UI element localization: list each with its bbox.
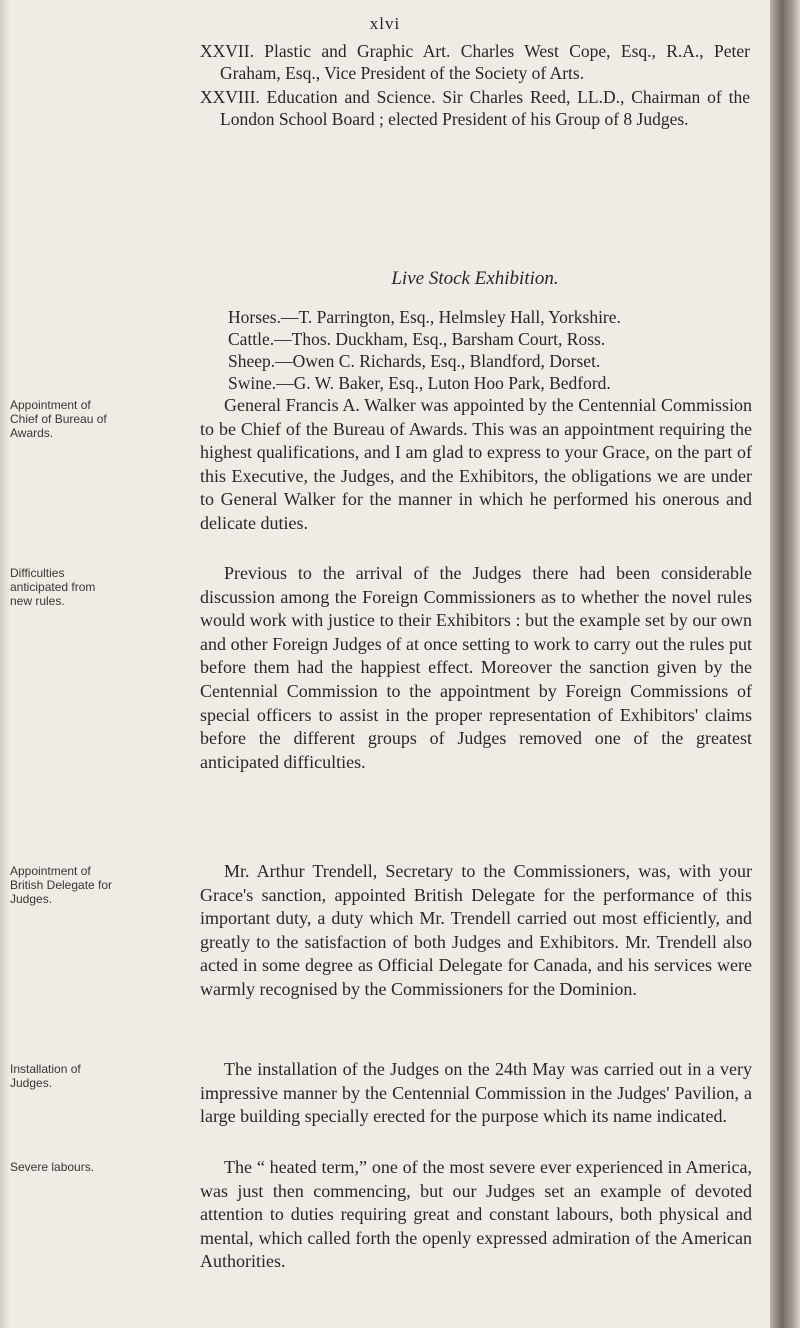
- book-spine: [770, 0, 800, 1328]
- margin-note: Appointment of British Delegate for Judges.: [10, 864, 113, 906]
- margin-note: Appointment of Chief of Bureau of Awards.: [10, 398, 107, 440]
- page-edge-shadow: [0, 0, 10, 1328]
- page-number: xlvi: [369, 14, 401, 33]
- paragraph: Mr. Arthur Trendell, Secretary to the Commissioners, was, with your Grace's sanction, appointed British Delegate for the performance of this important duty, a duty which Mr. Trendell carried out most efficiently, and greatly to the satisfaction of both Judges and Exhibitors. Mr. Trendell also acted in some degree as Official Delegate for Canada, and his services were warmly recognised by the Commissioners for the Dominion.: [200, 861, 752, 999]
- list-item: Horses.—T. Parrington, Esq., Helmsley Hall, Yorkshire.: [228, 307, 621, 327]
- list-item: Swine.—G. W. Baker, Esq., Luton Hoo Park, Bedford.: [228, 373, 611, 393]
- section-heading: Live Stock Exhibition.: [391, 268, 559, 289]
- list-item: Sheep.—Owen C. Richards, Esq., Blandford, Dorset.: [228, 351, 601, 371]
- list-item: Cattle.—Thos. Duckham, Esq., Barsham Court, Ross.: [228, 329, 606, 349]
- list-item: XXVII. Plastic and Graphic Art. Charles West Cope, Esq., R.A., Peter Graham, Esq., Vice President of the Society of Arts.: [200, 41, 750, 83]
- paragraph: The installation of the Judges on the 24th May was carried out in a very impressive manner by the Centennial Commission in the Judges' Pavilion, a large building specially erected for the purpose which its name indicated.: [200, 1059, 752, 1127]
- paragraph: The “ heated term,” one of the most severe ever experienced in America, was just then commencing, but our Judges set an example of devoted attention to duties requiring great and constant labours, both physical and mental, which called forth the openly expressed admiration of the American Authorities.: [200, 1157, 752, 1272]
- list-item: XXVIII. Education and Science. Sir Charles Reed, LL.D., Chairman of the London School Board ; elected President of his Group of 8 Judges.: [200, 87, 750, 129]
- margin-note: Severe labours.: [10, 1160, 95, 1174]
- margin-note: Difficulties anticipated from new rules.: [10, 566, 96, 608]
- live-stock-judges: [228, 306, 758, 394]
- awards-list: [200, 40, 750, 132]
- paragraph: General Francis A. Walker was appointed by the Centennial Commission to be Chief of the Bureau of Awards. This was an appointment requiring the highest qualifications, and I am glad to express to your Grace, on the part of this Executive, the Judges, and the Exhibitors, the obligations we are under to General Walker for the manner in which he performed his onerous and delicate duties.: [200, 395, 752, 533]
- margin-note: Installation of Judges.: [10, 1062, 81, 1090]
- paragraph: Previous to the arrival of the Judges there had been considerable discussion among the Foreign Commissioners as to whether the novel rules would work with justice to their Exhibitors : but the example set by our own and other Foreign Judges of at once setting to work to carry out the rules put before them had the happiest effect. Moreover the sanction given by the Centennial Commission to the appointment by Foreign Commissions of special officers to assist in the proper representation of Exhibitors' claims before the different groups of Judges removed one of the greatest anticipated difficulties.: [200, 563, 752, 772]
